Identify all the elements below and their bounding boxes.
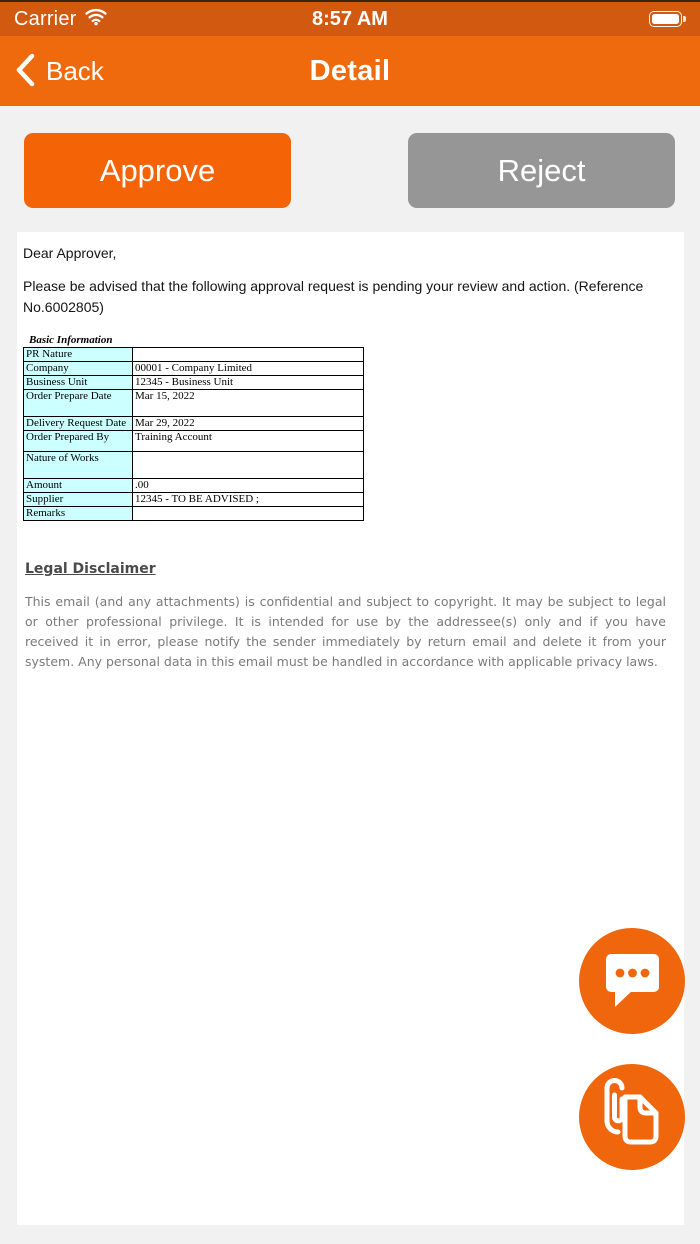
- table-row: [24, 431, 364, 452]
- legal-disclaimer-heading: Legal Disclaimer: [25, 561, 156, 577]
- row-value: Mar 29, 2022: [133, 417, 364, 431]
- basic-information-table: [23, 347, 364, 521]
- row-value: [133, 507, 364, 521]
- greeting-text: Dear Approver,: [23, 245, 117, 261]
- row-value: 12345 - Business Unit: [133, 376, 364, 390]
- paperclip-document-icon: [579, 1064, 685, 1170]
- carrier-label: Carrier: [14, 7, 77, 30]
- row-label: Company: [24, 362, 133, 376]
- table-row: [24, 348, 364, 362]
- row-label: Amount: [24, 479, 133, 493]
- row-label: Nature of Works: [24, 452, 133, 479]
- back-label: Back: [46, 55, 104, 86]
- chevron-left-icon: [14, 53, 36, 90]
- row-value: 00001 - Company Limited: [133, 362, 364, 376]
- row-value: Training Account: [133, 431, 364, 452]
- row-value: Mar 15, 2022: [133, 390, 364, 417]
- table-row: [24, 452, 364, 479]
- intro-text: Please be advised that the following approval request is pending your review and action. (Reference No.6002805): [23, 278, 644, 315]
- wifi-icon: [84, 8, 108, 31]
- table-row: [24, 376, 364, 390]
- row-value: .00: [133, 479, 364, 493]
- row-label: Remarks: [24, 507, 133, 521]
- basic-information-title: Basic Information: [29, 334, 113, 346]
- reject-button[interactable]: Reject: [408, 133, 675, 208]
- battery-icon: [649, 11, 686, 27]
- page-title: Detail: [309, 54, 391, 87]
- back-button[interactable]: [14, 36, 104, 106]
- action-button-row: [24, 133, 675, 208]
- comments-fab-button[interactable]: [579, 928, 685, 1034]
- table-row: [24, 390, 364, 417]
- row-label: Supplier: [24, 493, 133, 507]
- attachments-fab-button[interactable]: [579, 1064, 685, 1170]
- row-label: PR Nature: [24, 348, 133, 362]
- table-row: [24, 493, 364, 507]
- status-bar: [0, 0, 700, 36]
- table-row: [24, 479, 364, 493]
- table-row: [24, 417, 364, 431]
- legal-disclaimer-text: This email (and any attachments) is confidential and subject to copyright. It may be subject to legal or other professional privilege. It is intended for use by the addressee(s) only and if you have received it in error, please notify the sender immediately by return email and delete it from your system. Any personal data in this email must be handled in accordance with applicable privacy laws.: [25, 594, 666, 669]
- row-value: [133, 348, 364, 362]
- basic-info-table-body: [24, 348, 364, 521]
- row-value: 12345 - TO BE ADVISED ;: [133, 493, 364, 507]
- nav-bar: [0, 36, 700, 106]
- clock: 8:57 AM: [312, 7, 388, 30]
- table-row: [24, 507, 364, 521]
- status-left: [14, 8, 108, 31]
- approve-button[interactable]: Approve: [24, 133, 291, 208]
- table-row: [24, 362, 364, 376]
- row-value: [133, 452, 364, 479]
- chat-bubble-icon: [579, 928, 685, 1034]
- row-label: Order Prepared By: [24, 431, 133, 452]
- row-label: Delivery Request Date: [24, 417, 133, 431]
- row-label: Order Prepare Date: [24, 390, 133, 417]
- row-label: Business Unit: [24, 376, 133, 390]
